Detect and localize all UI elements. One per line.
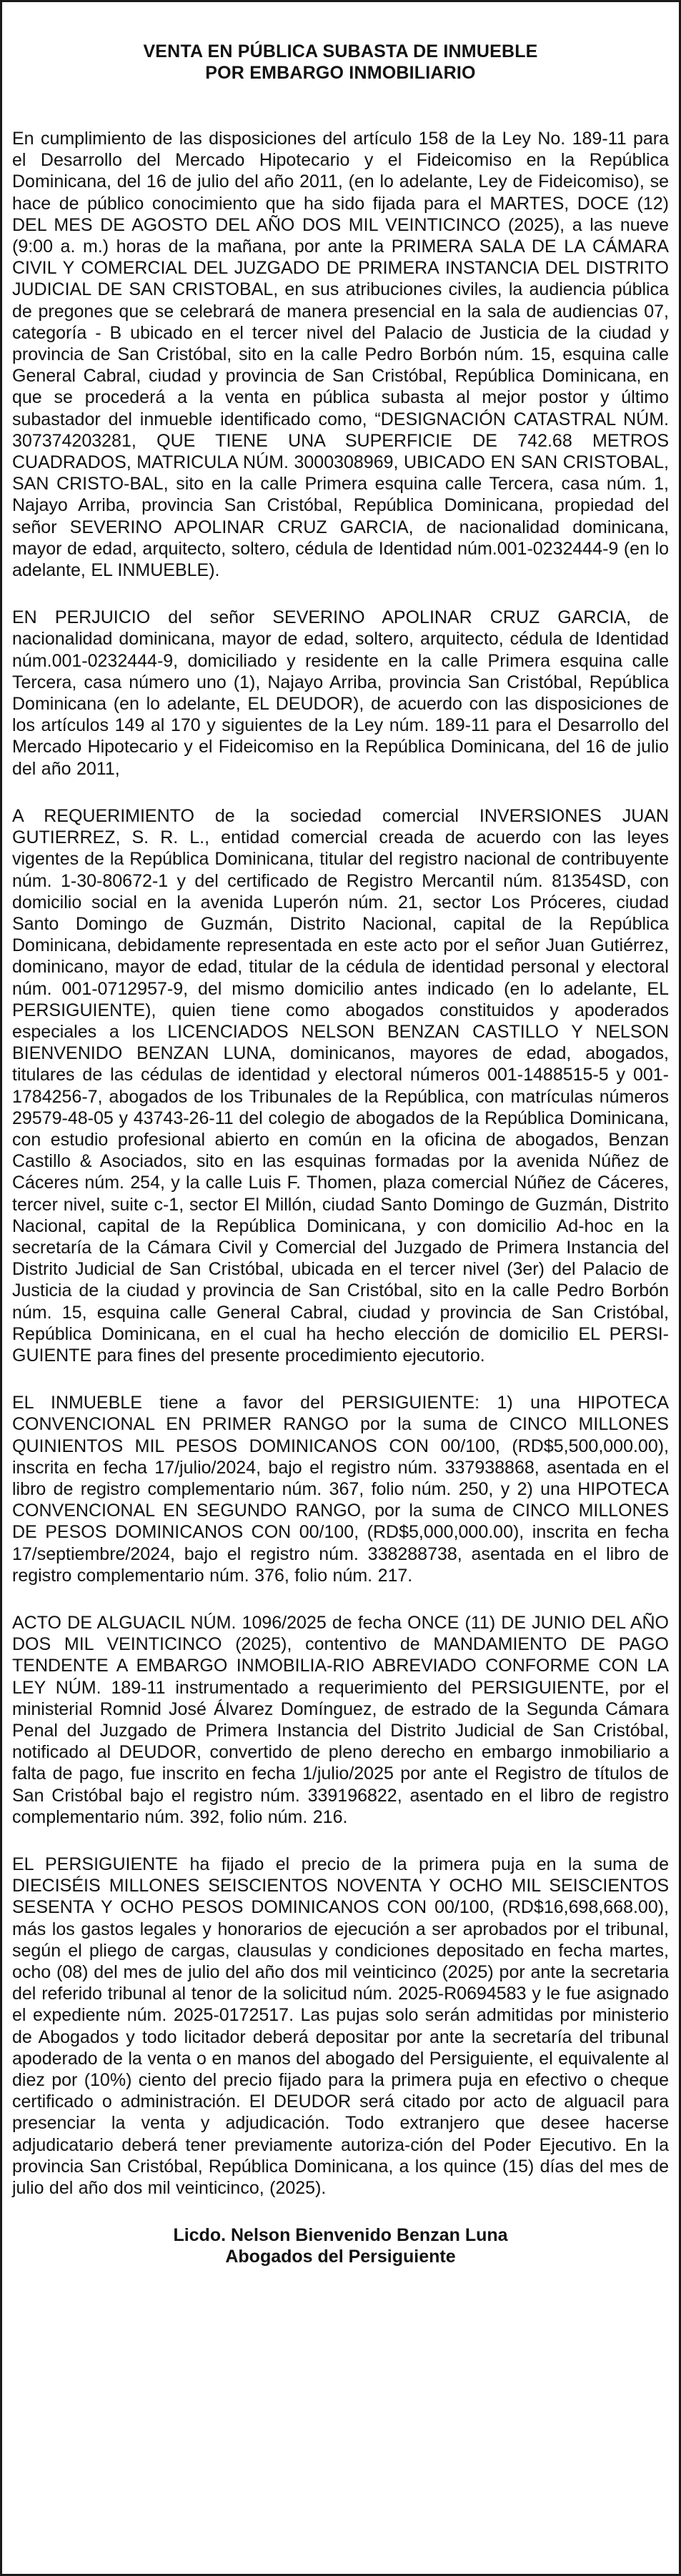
notice-title-line-2: POR EMBARGO INMOBILIARIO — [205, 63, 476, 83]
notice-title-line-1: VENTA EN PÚBLICA SUBASTA DE INMUEBLE — [143, 41, 538, 61]
paragraph-creditor: A REQUERIMIENTO de la sociedad comercial INVERSIONES JUAN GUTIERREZ, S. R. L., entidad comercial creada de acuerdo con las leyes vigentes de la República Dominicana, titular del registro nacional de contribuyente núm. 1-30-80672-1 y del certificado de Registro Mercantil núm. 81354SD, con domicilio social en la avenida Luperón núm. 21, sector Los Próceres, ciudad Santo Domingo de Guzmán, Distrito Nacional, capital de la República Dominicana, debidamente representada en este acto por el señor Juan Gutiérrez, dominicano, mayor de edad, titular de la cédula de identidad personal y electoral núm. 001-0712957-9, del mismo domicilio antes indicado (en lo adelante, EL PERSIGUIENTE), quien tiene como abogados constituidos y apoderados especiales a los LICENCIADOS NELSON BENZAN CASTILLO Y NELSON BIENVENIDO BENZAN LUNA, dominicanos, mayores de edad, abogados, titulares de las cédulas de identidad y electoral números 001-1488515-5 y 001-1784256-7, abogados de los Tribunales de la República, con matrículas números 29579-48-05 y 43743-26-11 del colegio de abogados de la República Dominicana, con estudio profesional abierto en común en la oficina de abogados, Benzan Castillo & Asociados, sito en las esquinas formadas por la avenida Núñez de Cáceres núm. 254, y la calle Luis F. Thomen, plaza comercial Núñez de Cáceres, tercer nivel, suite c-1, sector El Millón, ciudad Santo Domingo de Guzmán, Distrito Nacional, capital de la República Dominicana, y con domicilio Ad-hoc en la secretaría de la Cámara Civil y Comercial del Juzgado de Primera Instancia del Distrito Judicial de San Cristóbal, ubicada en el tercer nivel (3er) del Palacio de Justicia de la ciudad y provincia de San Cristóbal, sito en la calle Pedro Borbón núm. 15, esquina calle General Cabral, ciudad y provincia de San Cristóbal, República Dominicana, en el cual ha hecho elección de domicilio EL PERSI-GUIENTE para fines del presente procedimiento ejecutorio. — [12, 805, 669, 1366]
signature-name: Licdo. Nelson Bienvenido Benzan Luna — [173, 2225, 508, 2246]
signature-block — [12, 2224, 669, 2267]
paragraph-mortgages: EL INMUEBLE tiene a favor del PERSIGUIENTE: 1) una HIPOTECA CONVENCIONAL EN PRIMER RANGO por la suma de CINCO MILLONES QUINIENTOS MIL PESOS DOMINICANOS CON 00/100, (RD$5,500,000.00), inscrita en fecha 17/julio/2024, bajo el registro núm. 337938868, asentada en el libro de registro complementario núm. 367, folio núm. 250, y 2) una HIPOTECA CONVENCIONAL EN SEGUNDO RANGO, por la suma de CINCO MILLONES DE PESOS DOMINICANOS CON 00/100, (RD$5,000,000.00), inscrita en fecha 17/septiembre/2024, bajo el registro núm. 338288738, asentada en el libro de registro complementario núm. 376, folio núm. 217. — [12, 1393, 669, 1586]
paragraph-bailiff-act: ACTO DE ALGUACIL NÚM. 1096/2025 de fecha ONCE (11) DE JUNIO DEL AÑO DOS MIL VEINTICINCO (2025), contentivo de MANDAMIENTO DE PAGO TENDENTE A EMBARGO INMOBILIA-RIO ABREVIADO CONFORME CON LA LEY NÚM. 189-11 instrumentado a requerimiento del PERSIGUIENTE, por el ministerial Romnid José Álvarez Domínguez, de estrado de la Segunda Cámara Penal del Juzgado de Primera Instancia del Distrito Judicial de San Cristóbal, notificado al DEUDOR, convertido de pleno derecho en embargo inmobiliario a falta de pago, fue inscrito en fecha 1/julio/2025 por ante el Registro de títulos de San Cristóbal bajo el registro núm. 339196822, asentado en el libro de registro complementario núm. 392, folio núm. 216. — [12, 1613, 669, 1827]
paragraph-announcement: En cumplimiento de las disposiciones del artículo 158 de la Ley No. 189-11 para el Desarrollo del Mercado Hipotecario y el Fideicomiso en la República Dominicana, del 16 de julio del año 2011, (en lo adelante, Ley de Fideicomiso), se hace de público conocimiento que ha sido fijada para el MARTES, DOCE (12) DEL MES DE AGOSTO DEL AÑO DOS MIL VEINTICINCO (2025), a las nueve (9:00 a. m.) horas de la mañana, por ante la PRIMERA SALA DE LA CÁMARA CIVIL Y COMERCIAL DEL JUZGADO DE PRIMERA INSTANCIA DEL DISTRITO JUDICIAL DE SAN CRISTOBAL, en sus atribuciones civiles, la audiencia pública de pregones que se celebrará de manera presencial en la sala de audiencias 07, categoría - B ubicado en el tercer nivel del Palacio de Justicia de la ciudad y provincia de San Cristóbal, sito en la calle Pedro Borbón núm. 15, esquina calle General Cabral, ciudad y provincia de San Cristóbal, República Dominicana, en que se procederá a la venta en pública subasta al mejor postor y último subastador del inmueble identificado como, “DESIGNACIÓN CATASTRAL NÚM. 307374203281, QUE TIENE UNA SUPERFICIE DE 742.68 METROS CUADRADOS, MATRICULA NÚM. 3000308969, UBICADO EN SAN CRISTOBAL, SAN CRISTO-BAL, sito en la calle Primera esquina calle Tercera, casa núm. 1, Najayo Arriba, provincia San Cristóbal, República Dominicana, propiedad del señor SEVERINO APOLINAR CRUZ GARCIA, de nacionalidad dominicana, mayor de edad, arquitecto, soltero, cédula de Identidad núm.001-0232444-9 (en lo adelante, EL INMUEBLE). — [12, 129, 669, 581]
paragraph-price-conditions: EL PERSIGUIENTE ha fijado el precio de la primera puja en la suma de DIECISÉIS MILLONES SEISCIENTOS NOVENTA Y OCHO MIL SEISCIENTOS SESENTA Y OCHO PESOS DOMINICANOS CON 00/100, (RD$16,698,668.00), más los gastos legales y honorarios de ejecución a ser aprobados por el tribunal, según el pliego de cargas, clausulas y condiciones depositado en fecha martes, ocho (08) del mes de julio del año dos mil veinticinco (2025) por ante la secretaria del referido tribunal al tenor de la solicitud núm. 2025-R0694583 y le fue asignado el expediente núm. 2025-0172517. Las pujas solo serán admitidas por ministerio de Abogados y todo licitador deberá depositar por ante la secretaría del tribunal apoderado de la venta o en manos del abogado del Persiguiente, el equivalente al diez por (10%) ciento del precio fijado para la primera puja en efectivo o cheque certificado o administración. El DEUDOR será citado por acto de alguacil para presenciar la venta y adjudicación. Todo extranjero que desee hacerse adjudicatario deberá tener previamente autoriza-ción del Poder Ejecutivo. En la provincia San Cristóbal, República Dominicana, a los quince (15) días del mes de julio del año dos mil veinticinco, (2025). — [12, 1854, 669, 2199]
paragraph-debtor: EN PERJUICIO del señor SEVERINO APOLINAR CRUZ GARCIA, de nacionalidad dominicana, mayor de edad, soltero, arquitecto, cédula de Identidad núm.001-0232444-9, domiciliado y residente en la calle Primera esquina calle Tercera, casa número uno (1), Najayo Arriba, provincia San Cristóbal, República Dominicana (en lo adelante, EL DEUDOR), de acuerdo con las disposiciones de los artículos 149 al 170 y siguientes de la Ley núm. 189-11 para el Desarrollo del Mercado Hipotecario y el Fideicomiso en la República Dominicana, del 16 de julio del año 2011, — [12, 607, 669, 779]
notice-title — [12, 41, 669, 84]
signature-role: Abogados del Persiguiente — [225, 2247, 456, 2267]
